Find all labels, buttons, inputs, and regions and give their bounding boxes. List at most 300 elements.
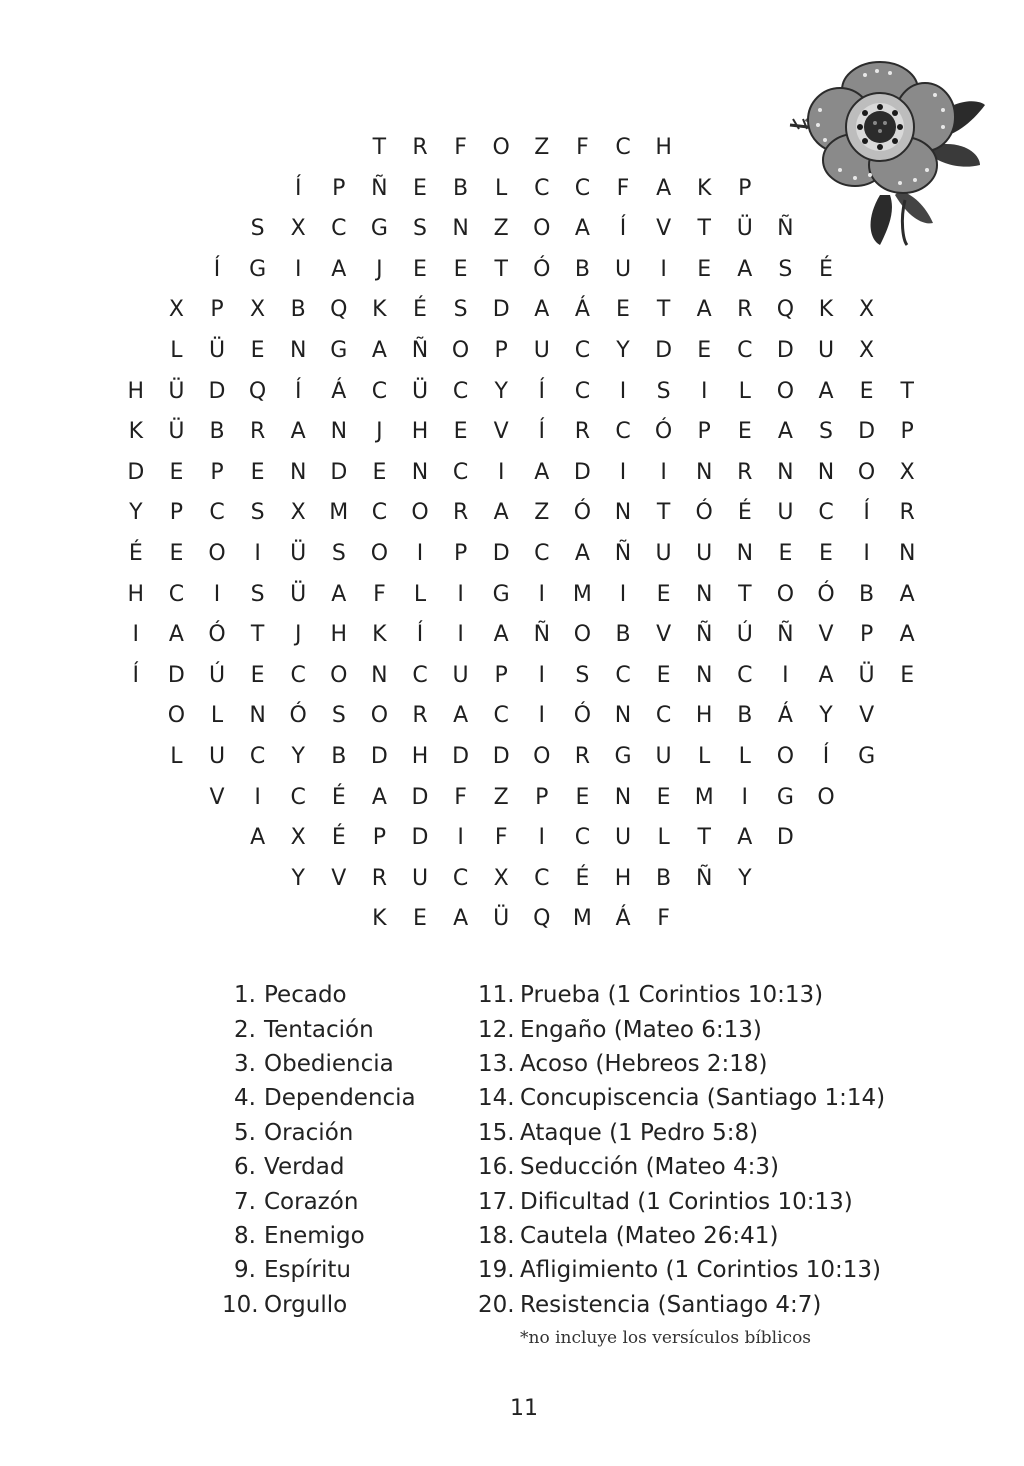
grid-letter: V: [818, 622, 834, 648]
grid-letter: I: [538, 825, 546, 851]
grid-letter: N: [695, 581, 713, 607]
grid-letter: B: [209, 419, 225, 445]
word-text: Tentación: [264, 1016, 374, 1043]
grid-letter: E: [413, 256, 427, 282]
grid-letter: I: [538, 581, 546, 607]
grid-letter: K: [818, 297, 834, 323]
grid-letter: I: [457, 581, 464, 607]
grid-letter: U: [208, 744, 226, 769]
grid-letter: U: [777, 500, 794, 526]
word-list-item: [222, 1219, 416, 1253]
grid-letter: C: [818, 500, 834, 526]
word-number: 8.: [234, 1222, 256, 1249]
grid-letter: Y: [494, 378, 508, 404]
grid-letter: D: [330, 459, 348, 485]
grid-letter: D: [127, 459, 145, 485]
grid-letter: Á: [777, 703, 793, 729]
grid-letter: I: [538, 703, 546, 729]
word-text: Engaño (Mateo 6:13): [520, 1016, 762, 1043]
grid-letter: R: [574, 419, 591, 445]
grid-letter: P: [210, 459, 224, 485]
grid-letter: C: [574, 825, 591, 851]
grid-letter: É: [819, 256, 833, 282]
grid-letter: T: [697, 216, 711, 242]
footnote: *no incluye los versículos bíblicos: [520, 1328, 812, 1348]
word-text: Afligimiento (1 Corintios 10:13): [520, 1257, 882, 1284]
grid-letter: Ü: [493, 906, 510, 932]
grid-letter: É: [737, 500, 752, 526]
grid-letter: P: [494, 338, 508, 363]
grid-letter: D: [208, 378, 226, 404]
grid-letter: B: [453, 175, 469, 201]
grid-letter: A: [737, 825, 753, 851]
grid-letter: N: [249, 703, 266, 729]
grid-letter: E: [169, 541, 184, 566]
grid-letter: I: [741, 784, 749, 810]
grid-letter: D: [411, 784, 429, 810]
grid-letter: D: [573, 459, 591, 485]
grid-letter: N: [614, 703, 632, 729]
word-list-right: [478, 978, 885, 1322]
grid-letter: X: [859, 297, 875, 323]
word-list-item: [478, 1116, 885, 1150]
grid-letter: K: [372, 906, 387, 932]
grid-letter: O: [776, 744, 795, 769]
grid-letter: E: [250, 338, 265, 363]
grid-letter: Ñ: [614, 541, 632, 566]
grid-letter: O: [776, 378, 795, 404]
grid-letter: V: [859, 703, 875, 729]
grid-letter: R: [452, 500, 469, 526]
grid-letter: M: [572, 581, 592, 607]
grid-letter: V: [331, 865, 347, 891]
grid-letter: K: [128, 419, 144, 445]
grid-letter: U: [614, 256, 632, 282]
grid-letter: C: [574, 378, 591, 404]
grid-letter: P: [169, 500, 184, 526]
word-list-item: [478, 1219, 885, 1253]
grid-letter: X: [899, 459, 915, 485]
grid-letter: D: [411, 825, 429, 851]
grid-letter: X: [859, 338, 875, 363]
grid-letter: O: [573, 622, 592, 648]
grid-letter: T: [738, 581, 752, 607]
grid-letter: C: [615, 662, 631, 688]
word-number: 15.: [478, 1119, 515, 1146]
grid-letter: U: [411, 865, 429, 891]
grid-letter: S: [819, 419, 833, 445]
grid-letter: E: [656, 784, 671, 810]
grid-letter: C: [209, 500, 225, 526]
grid-letter: G: [776, 784, 794, 810]
grid-letter: Y: [291, 744, 305, 769]
grid-letter: E: [900, 662, 915, 688]
grid-letter: É: [128, 541, 143, 566]
grid-letter: P: [332, 175, 346, 201]
word-list-item: [478, 1150, 885, 1184]
grid-letter: E: [372, 459, 387, 485]
word-list-item: [222, 1047, 416, 1081]
grid-letter: L: [738, 378, 751, 404]
grid-letter: L: [495, 175, 508, 201]
grid-letter: K: [372, 622, 387, 648]
grid-letter: A: [574, 216, 590, 242]
word-list-item: [222, 1150, 416, 1184]
grid-letter: T: [697, 825, 711, 851]
grid-letter: E: [859, 378, 874, 404]
grid-letter: E: [413, 175, 427, 201]
grid-letter: Ó: [817, 581, 835, 607]
grid-letter: Ñ: [777, 622, 794, 648]
grid-letter: C: [168, 581, 185, 607]
grid-letter: Ñ: [695, 622, 713, 648]
grid-letter: Ó: [654, 419, 673, 445]
word-text: Cautela (Mateo 26:41): [520, 1222, 779, 1249]
grid-letter: G: [492, 581, 510, 607]
grid-letter: A: [899, 622, 915, 648]
grid-letter: L: [698, 744, 711, 769]
grid-letter: A: [818, 662, 834, 688]
grid-letter: F: [576, 135, 589, 160]
grid-letter: O: [451, 338, 470, 363]
word-text: Obediencia: [264, 1050, 394, 1077]
grid-letter: S: [575, 662, 590, 688]
grid-letter: S: [331, 541, 346, 566]
grid-letter: E: [656, 662, 671, 688]
grid-letter: O: [411, 500, 429, 526]
word-number: 13.: [478, 1050, 515, 1077]
grid-letter: P: [535, 784, 549, 810]
grid-letter: F: [454, 784, 467, 810]
grid-letter: M: [572, 906, 592, 932]
grid-letter: I: [619, 459, 627, 485]
grid-letter: C: [249, 744, 266, 769]
grid-letter: C: [534, 865, 550, 891]
grid-letter: R: [412, 135, 428, 160]
grid-letter: P: [453, 541, 468, 566]
grid-letter: H: [127, 581, 145, 607]
grid-letter: R: [249, 419, 266, 445]
grid-letter: P: [859, 622, 874, 648]
grid-letter: O: [533, 744, 551, 769]
grid-letter: É: [331, 825, 346, 851]
grid-letter: C: [290, 784, 306, 810]
word-text: Dependencia: [264, 1085, 416, 1112]
grid-letter: E: [575, 784, 590, 810]
grid-letter: N: [695, 459, 713, 485]
grid-letter: B: [574, 256, 590, 282]
grid-letter: A: [777, 419, 793, 445]
grid-letter: L: [210, 703, 224, 729]
grid-letter: Á: [574, 297, 590, 323]
grid-letter: I: [213, 581, 221, 607]
word-number: 5.: [234, 1119, 256, 1146]
grid-letter: Ü: [208, 338, 226, 363]
grid-letter: D: [370, 744, 388, 769]
grid-letter: X: [493, 865, 509, 891]
grid-letter: Z: [493, 216, 509, 242]
grid-letter: Ó: [573, 703, 592, 729]
grid-letter: P: [697, 419, 711, 445]
grid-letter: E: [737, 419, 752, 445]
word-list-item: [222, 1253, 416, 1287]
grid-letter: P: [494, 662, 508, 688]
word-list-item: [222, 1081, 416, 1115]
grid-letter: G: [249, 256, 267, 282]
grid-letter: Q: [330, 297, 348, 323]
word-text: Concupiscencia (Santiago 1:14): [520, 1085, 886, 1112]
grid-letter: Y: [819, 703, 833, 729]
grid-letter: T: [250, 622, 265, 648]
word-list-item: [222, 1012, 416, 1046]
grid-letter: Ü: [290, 581, 307, 607]
grid-letter: A: [534, 297, 550, 323]
grid-letter: A: [818, 378, 834, 404]
grid-letter: F: [454, 135, 467, 160]
grid-letter: I: [660, 459, 667, 485]
grid-letter: I: [254, 541, 261, 566]
grid-letter: X: [250, 297, 266, 323]
grid-letter: Q: [776, 297, 795, 323]
grid-letter: C: [412, 662, 428, 688]
word-text: Prueba (1 Corintios 10:13): [520, 982, 824, 1009]
grid-letter: Í: [132, 662, 140, 688]
grid-letter: S: [656, 378, 671, 404]
grid-letter: O: [370, 541, 389, 566]
word-list-item: [478, 1184, 885, 1218]
word-list-left: [222, 978, 416, 1322]
grid-letter: É: [575, 865, 590, 891]
grid-letter: Á: [331, 378, 347, 404]
grid-letter: Ñ: [533, 622, 551, 648]
grid-letter: A: [331, 256, 347, 282]
grid-letter: N: [452, 216, 469, 242]
grid-letter: C: [737, 338, 753, 363]
grid-letter: D: [776, 825, 794, 851]
grid-letter: T: [494, 256, 508, 282]
grid-letter: Í: [416, 622, 424, 648]
word-text: Espíritu: [264, 1257, 351, 1284]
grid-letter: A: [290, 419, 306, 445]
grid-letter: I: [700, 378, 708, 404]
grid-letter: Y: [616, 338, 630, 363]
grid-letter: H: [614, 865, 632, 891]
grid-letter: L: [738, 744, 751, 769]
grid-letter: A: [331, 581, 347, 607]
grid-letter: X: [290, 216, 306, 242]
grid-letter: N: [777, 459, 794, 485]
word-number: 14.: [478, 1085, 515, 1112]
grid-letter: R: [737, 297, 753, 323]
grid-letter: E: [250, 662, 265, 688]
grid-letter: U: [817, 338, 835, 363]
grid-letter: O: [533, 216, 551, 242]
grid-letter: O: [857, 459, 876, 485]
grid-letter: E: [778, 541, 793, 566]
word-text: Orgullo: [264, 1291, 348, 1318]
grid-letter: M: [694, 784, 714, 810]
grid-letter: E: [453, 256, 468, 282]
grid-letter: H: [127, 378, 145, 404]
grid-letter: E: [697, 338, 712, 363]
grid-letter: N: [695, 662, 713, 688]
word-number: 12.: [478, 1016, 515, 1043]
grid-letter: Ñ: [695, 865, 713, 891]
word-list-item: [478, 1081, 885, 1115]
grid-letter: G: [370, 216, 388, 242]
grid-letter: X: [290, 500, 306, 526]
grid-letter: N: [736, 541, 754, 566]
word-number: 16.: [478, 1154, 515, 1181]
grid-letter: S: [250, 581, 265, 607]
grid-letter: Z: [493, 784, 509, 810]
grid-letter: C: [290, 662, 306, 688]
grid-letter: C: [452, 865, 469, 891]
grid-letter: N: [411, 459, 429, 485]
grid-letter: N: [614, 784, 632, 810]
grid-letter: E: [697, 256, 712, 282]
grid-letter: Ü: [736, 216, 753, 242]
grid-letter: A: [453, 703, 469, 729]
grid-letter: P: [900, 419, 914, 445]
grid-letter: M: [329, 500, 349, 526]
grid-letter: E: [616, 297, 630, 323]
grid-letter: I: [538, 662, 546, 688]
grid-letter: E: [413, 906, 427, 932]
grid-letter: D: [492, 297, 510, 323]
grid-letter: D: [167, 662, 185, 688]
grid-letter: I: [782, 662, 789, 688]
word-list-item: [478, 978, 885, 1012]
grid-letter: C: [737, 662, 753, 688]
word-number: 1.: [234, 982, 256, 1009]
grid-letter: P: [210, 297, 224, 323]
grid-letter: N: [289, 338, 307, 363]
grid-letter: F: [494, 825, 508, 851]
grid-letter: H: [411, 744, 429, 769]
grid-letter: B: [290, 297, 306, 323]
grid-letter: V: [656, 216, 672, 242]
grid-letter: J: [294, 622, 302, 648]
grid-letter: O: [370, 703, 389, 729]
word-text: Enemigo: [264, 1222, 365, 1249]
grid-letter: Ü: [168, 378, 185, 404]
word-number: 3.: [234, 1050, 256, 1077]
word-list-item: [478, 1047, 885, 1081]
grid-letter: Ü: [411, 378, 429, 404]
grid-letter: I: [457, 622, 464, 648]
grid-letter: N: [817, 459, 835, 485]
grid-letter: Í: [538, 378, 546, 404]
grid-letter: V: [209, 784, 225, 810]
grid-letter: A: [737, 256, 753, 282]
grid-letter: H: [330, 622, 348, 648]
word-list-item: [222, 1288, 416, 1322]
grid-letter: P: [372, 825, 387, 851]
grid-letter: V: [656, 622, 672, 648]
grid-letter: H: [655, 135, 672, 160]
grid-letter: É: [331, 784, 346, 810]
grid-letter: D: [655, 338, 673, 363]
grid-letter: Í: [863, 500, 870, 526]
word-list-item: [478, 1253, 885, 1287]
grid-letter: G: [614, 744, 632, 769]
word-text: Seducción (Mateo 4:3): [520, 1154, 780, 1181]
grid-letter: C: [534, 175, 550, 201]
grid-letter: C: [371, 378, 388, 404]
grid-letter: É: [413, 297, 427, 323]
grid-letter: B: [331, 744, 347, 769]
grid-letter: I: [416, 541, 424, 566]
grid-letter: Ó: [208, 622, 226, 648]
grid-letter: N: [371, 662, 388, 688]
grid-letter: O: [208, 541, 226, 566]
grid-letter: D: [492, 541, 510, 566]
grid-letter: Ü: [858, 662, 875, 688]
grid-letter: T: [656, 297, 671, 323]
grid-letter: L: [413, 581, 427, 607]
grid-letter: S: [331, 703, 346, 729]
grid-letter: F: [616, 175, 630, 201]
grid-letter: C: [452, 378, 469, 404]
word-text: Verdad: [264, 1154, 345, 1181]
page-number: 11: [510, 1396, 538, 1421]
grid-letter: O: [817, 784, 835, 810]
grid-letter: U: [655, 744, 672, 769]
grid-letter: J: [376, 256, 383, 282]
word-text: Dificultad (1 Corintios 10:13): [520, 1188, 853, 1215]
grid-letter: A: [168, 622, 184, 648]
grid-letter: C: [331, 216, 347, 242]
grid-letter: O: [330, 662, 348, 688]
word-text: Corazón: [264, 1188, 359, 1215]
word-number: 19.: [478, 1257, 515, 1284]
grid-letter: A: [493, 500, 509, 526]
grid-letter: Ú: [208, 662, 226, 688]
grid-letter: I: [497, 459, 505, 485]
grid-letter: Ó: [533, 256, 551, 282]
word-number: 2.: [234, 1016, 256, 1043]
word-number: 7.: [234, 1188, 256, 1215]
grid-letter: Í: [619, 216, 627, 242]
flower-illustration: [785, 55, 990, 250]
grid-letter: T: [900, 378, 914, 404]
grid-letter: R: [412, 703, 428, 729]
grid-letter: C: [574, 338, 591, 363]
grid-letter: F: [657, 906, 670, 932]
grid-letter: R: [737, 459, 753, 485]
grid-letter: Q: [248, 378, 267, 404]
grid-letter: E: [819, 541, 833, 566]
grid-letter: K: [372, 297, 387, 323]
word-list-item: [478, 1288, 885, 1322]
grid-letter: T: [372, 135, 387, 160]
grid-letter: U: [533, 338, 550, 363]
word-number: 11.: [478, 982, 515, 1009]
word-number: 10.: [222, 1291, 259, 1318]
grid-letter: I: [619, 378, 627, 404]
grid-letter: N: [898, 541, 916, 566]
grid-letter: X: [168, 297, 184, 323]
grid-letter: X: [290, 825, 306, 851]
grid-letter: S: [778, 256, 793, 282]
grid-letter: E: [453, 419, 468, 445]
word-text: Acoso (Hebreos 2:18): [520, 1050, 768, 1077]
grid-letter: Y: [129, 500, 143, 526]
word-number: 18.: [478, 1222, 515, 1249]
grid-letter: B: [737, 703, 753, 729]
grid-letter: A: [371, 338, 387, 363]
